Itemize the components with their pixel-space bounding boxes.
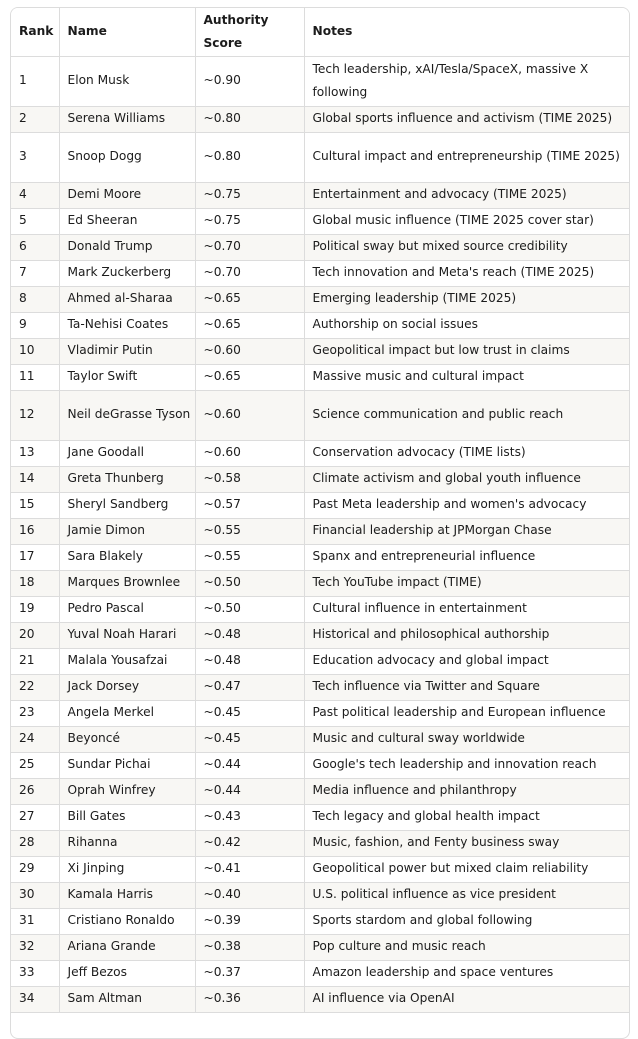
name-cell: Donald Trump xyxy=(59,234,195,260)
notes-cell: Past political leadership and European influence xyxy=(304,700,629,726)
rank-cell: 3 xyxy=(11,132,59,182)
authority-score-cell: ~0.38 xyxy=(195,934,304,960)
authority-score-cell: ~0.55 xyxy=(195,544,304,570)
rank-cell: 13 xyxy=(11,440,59,466)
name-cell: Sam Altman xyxy=(59,986,195,1012)
table-header-row xyxy=(11,8,629,56)
rank-cell: 8 xyxy=(11,286,59,312)
rank-cell: 25 xyxy=(11,752,59,778)
authority-score-cell: ~0.48 xyxy=(195,648,304,674)
table-row xyxy=(11,260,629,286)
authority-score-cell: ~0.90 xyxy=(195,56,304,106)
table-row xyxy=(11,934,629,960)
notes-cell: Pop culture and music reach xyxy=(304,934,629,960)
name-cell: Xi Jinping xyxy=(59,856,195,882)
authority-score-cell: ~0.47 xyxy=(195,674,304,700)
authority-score-cell: ~0.80 xyxy=(195,106,304,132)
notes-cell: Science communication and public reach xyxy=(304,390,629,440)
authority-score-cell: ~0.75 xyxy=(195,208,304,234)
notes-cell: Cultural impact and entrepreneurship (TIME 2025) xyxy=(304,132,629,182)
authority-score-cell: ~0.70 xyxy=(195,234,304,260)
name-cell: Greta Thunberg xyxy=(59,466,195,492)
name-cell: Ed Sheeran xyxy=(59,208,195,234)
rank-cell: 4 xyxy=(11,182,59,208)
notes-cell: Google's tech leadership and innovation reach xyxy=(304,752,629,778)
notes-cell: Global sports influence and activism (TIME 2025) xyxy=(304,106,629,132)
name-cell: Yuval Noah Harari xyxy=(59,622,195,648)
table-row xyxy=(11,286,629,312)
rank-cell: 7 xyxy=(11,260,59,286)
notes-cell: Emerging leadership (TIME 2025) xyxy=(304,286,629,312)
name-cell: Beyoncé xyxy=(59,726,195,752)
table-row xyxy=(11,492,629,518)
rank-cell: 16 xyxy=(11,518,59,544)
notes-cell: Cultural influence in entertainment xyxy=(304,596,629,622)
table-row xyxy=(11,338,629,364)
table-row xyxy=(11,882,629,908)
notes-cell: Music and cultural sway worldwide xyxy=(304,726,629,752)
authority-score-cell: ~0.60 xyxy=(195,440,304,466)
name-cell: Jane Goodall xyxy=(59,440,195,466)
table-row xyxy=(11,364,629,390)
notes-cell: Sports stardom and global following xyxy=(304,908,629,934)
table-row xyxy=(11,778,629,804)
authority-score-cell: ~0.45 xyxy=(195,726,304,752)
notes-cell: Spanx and entrepreneurial influence xyxy=(304,544,629,570)
notes-cell: Historical and philosophical authorship xyxy=(304,622,629,648)
rank-cell: 30 xyxy=(11,882,59,908)
table-row xyxy=(11,208,629,234)
notes-cell: Tech innovation and Meta's reach (TIME 2025) xyxy=(304,260,629,286)
name-cell: Pedro Pascal xyxy=(59,596,195,622)
notes-cell: Past Meta leadership and women's advocacy xyxy=(304,492,629,518)
authority-score-cell: ~0.80 xyxy=(195,132,304,182)
name-cell: Snoop Dogg xyxy=(59,132,195,182)
rank-cell: 12 xyxy=(11,390,59,440)
name-cell: Ariana Grande xyxy=(59,934,195,960)
notes-cell: U.S. political influence as vice president xyxy=(304,882,629,908)
notes-cell: Authorship on social issues xyxy=(304,312,629,338)
authority-score-cell: ~0.60 xyxy=(195,338,304,364)
rank-cell: 10 xyxy=(11,338,59,364)
name-cell: Marques Brownlee xyxy=(59,570,195,596)
notes-cell: AI influence via OpenAI xyxy=(304,986,629,1012)
table-row xyxy=(11,830,629,856)
table-row xyxy=(11,986,629,1012)
name-cell: Demi Moore xyxy=(59,182,195,208)
table-row xyxy=(11,648,629,674)
authority-score-cell: ~0.37 xyxy=(195,960,304,986)
table-row xyxy=(11,182,629,208)
table-row xyxy=(11,674,629,700)
table-row xyxy=(11,466,629,492)
authority-score-cell: ~0.42 xyxy=(195,830,304,856)
rank-cell: 23 xyxy=(11,700,59,726)
notes-cell: Massive music and cultural impact xyxy=(304,364,629,390)
notes-cell: Geopolitical impact but low trust in claims xyxy=(304,338,629,364)
rank-cell: 6 xyxy=(11,234,59,260)
name-cell: Angela Merkel xyxy=(59,700,195,726)
notes-cell: Music, fashion, and Fenty business sway xyxy=(304,830,629,856)
notes-cell: Tech leadership, xAI/Tesla/SpaceX, massive X following xyxy=(304,56,629,106)
name-cell: Neil deGrasse Tyson xyxy=(59,390,195,440)
authority-score-cell: ~0.65 xyxy=(195,364,304,390)
name-cell: Bill Gates xyxy=(59,804,195,830)
authority-score-cell: ~0.57 xyxy=(195,492,304,518)
authority-score-cell: ~0.36 xyxy=(195,986,304,1012)
table-row xyxy=(11,544,629,570)
name-cell: Vladimir Putin xyxy=(59,338,195,364)
table-row xyxy=(11,908,629,934)
table-row xyxy=(11,570,629,596)
rank-cell: 28 xyxy=(11,830,59,856)
authority-score-cell: ~0.65 xyxy=(195,312,304,338)
name-cell: Ahmed al-Sharaa xyxy=(59,286,195,312)
name-cell: Ta-Nehisi Coates xyxy=(59,312,195,338)
authority-score-cell: ~0.58 xyxy=(195,466,304,492)
authority-score-cell: ~0.50 xyxy=(195,570,304,596)
rank-cell: 11 xyxy=(11,364,59,390)
rank-cell: 18 xyxy=(11,570,59,596)
name-cell: Cristiano Ronaldo xyxy=(59,908,195,934)
notes-cell: Tech YouTube impact (TIME) xyxy=(304,570,629,596)
name-cell: Sheryl Sandberg xyxy=(59,492,195,518)
name-cell: Malala Yousafzai xyxy=(59,648,195,674)
notes-cell: Tech legacy and global health impact xyxy=(304,804,629,830)
table-row xyxy=(11,752,629,778)
authority-score-cell: ~0.70 xyxy=(195,260,304,286)
authority-score-cell: ~0.45 xyxy=(195,700,304,726)
notes-cell: Entertainment and advocacy (TIME 2025) xyxy=(304,182,629,208)
authority-score-cell: ~0.39 xyxy=(195,908,304,934)
name-cell: Jamie Dimon xyxy=(59,518,195,544)
rank-cell: 34 xyxy=(11,986,59,1012)
authority-score-cell: ~0.43 xyxy=(195,804,304,830)
notes-cell: Conservation advocacy (TIME lists) xyxy=(304,440,629,466)
rank-cell: 27 xyxy=(11,804,59,830)
rank-cell: 33 xyxy=(11,960,59,986)
name-cell: Jeff Bezos xyxy=(59,960,195,986)
authority-score-cell: ~0.60 xyxy=(195,390,304,440)
table-row xyxy=(11,804,629,830)
table-row xyxy=(11,234,629,260)
rank-cell: 31 xyxy=(11,908,59,934)
table-row xyxy=(11,56,629,106)
authority-score-cell: ~0.55 xyxy=(195,518,304,544)
notes-cell: Geopolitical power but mixed claim reliability xyxy=(304,856,629,882)
rank-cell: 26 xyxy=(11,778,59,804)
rank-cell: 24 xyxy=(11,726,59,752)
table-row xyxy=(11,106,629,132)
notes-cell: Media influence and philanthropy xyxy=(304,778,629,804)
rank-cell: 21 xyxy=(11,648,59,674)
authority-score-cell: ~0.40 xyxy=(195,882,304,908)
rank-cell: 9 xyxy=(11,312,59,338)
header-notes: Notes xyxy=(304,8,629,56)
notes-cell: Financial leadership at JPMorgan Chase xyxy=(304,518,629,544)
name-cell: Taylor Swift xyxy=(59,364,195,390)
rank-cell: 20 xyxy=(11,622,59,648)
authority-score-cell: ~0.65 xyxy=(195,286,304,312)
notes-cell: Amazon leadership and space ventures xyxy=(304,960,629,986)
table-row xyxy=(11,132,629,182)
authority-score-cell: ~0.75 xyxy=(195,182,304,208)
rank-cell: 22 xyxy=(11,674,59,700)
name-cell: Sara Blakely xyxy=(59,544,195,570)
table-row xyxy=(11,518,629,544)
authority-score-cell: ~0.44 xyxy=(195,752,304,778)
header-authority-score: Authority Score xyxy=(195,8,304,56)
header-rank: Rank xyxy=(11,8,59,56)
notes-cell: Global music influence (TIME 2025 cover star) xyxy=(304,208,629,234)
name-cell: Oprah Winfrey xyxy=(59,778,195,804)
rank-cell: 15 xyxy=(11,492,59,518)
authority-table-container xyxy=(10,7,630,1039)
notes-cell: Education advocacy and global impact xyxy=(304,648,629,674)
name-cell: Mark Zuckerberg xyxy=(59,260,195,286)
notes-cell: Political sway but mixed source credibility xyxy=(304,234,629,260)
notes-cell: Climate activism and global youth influence xyxy=(304,466,629,492)
notes-cell: Tech influence via Twitter and Square xyxy=(304,674,629,700)
header-name: Name xyxy=(59,8,195,56)
authority-score-cell: ~0.48 xyxy=(195,622,304,648)
table-row xyxy=(11,960,629,986)
table-row xyxy=(11,440,629,466)
authority-table xyxy=(11,8,629,1013)
authority-score-cell: ~0.44 xyxy=(195,778,304,804)
table-body xyxy=(11,56,629,1012)
rank-cell: 2 xyxy=(11,106,59,132)
rank-cell: 32 xyxy=(11,934,59,960)
rank-cell: 1 xyxy=(11,56,59,106)
name-cell: Serena Williams xyxy=(59,106,195,132)
table-row xyxy=(11,856,629,882)
table-row xyxy=(11,700,629,726)
rank-cell: 14 xyxy=(11,466,59,492)
name-cell: Jack Dorsey xyxy=(59,674,195,700)
name-cell: Rihanna xyxy=(59,830,195,856)
rank-cell: 19 xyxy=(11,596,59,622)
authority-score-cell: ~0.41 xyxy=(195,856,304,882)
name-cell: Elon Musk xyxy=(59,56,195,106)
table-row xyxy=(11,596,629,622)
table-row xyxy=(11,622,629,648)
table-row xyxy=(11,312,629,338)
authority-score-cell: ~0.50 xyxy=(195,596,304,622)
rank-cell: 29 xyxy=(11,856,59,882)
name-cell: Kamala Harris xyxy=(59,882,195,908)
table-row xyxy=(11,390,629,440)
name-cell: Sundar Pichai xyxy=(59,752,195,778)
table-row xyxy=(11,726,629,752)
rank-cell: 17 xyxy=(11,544,59,570)
rank-cell: 5 xyxy=(11,208,59,234)
